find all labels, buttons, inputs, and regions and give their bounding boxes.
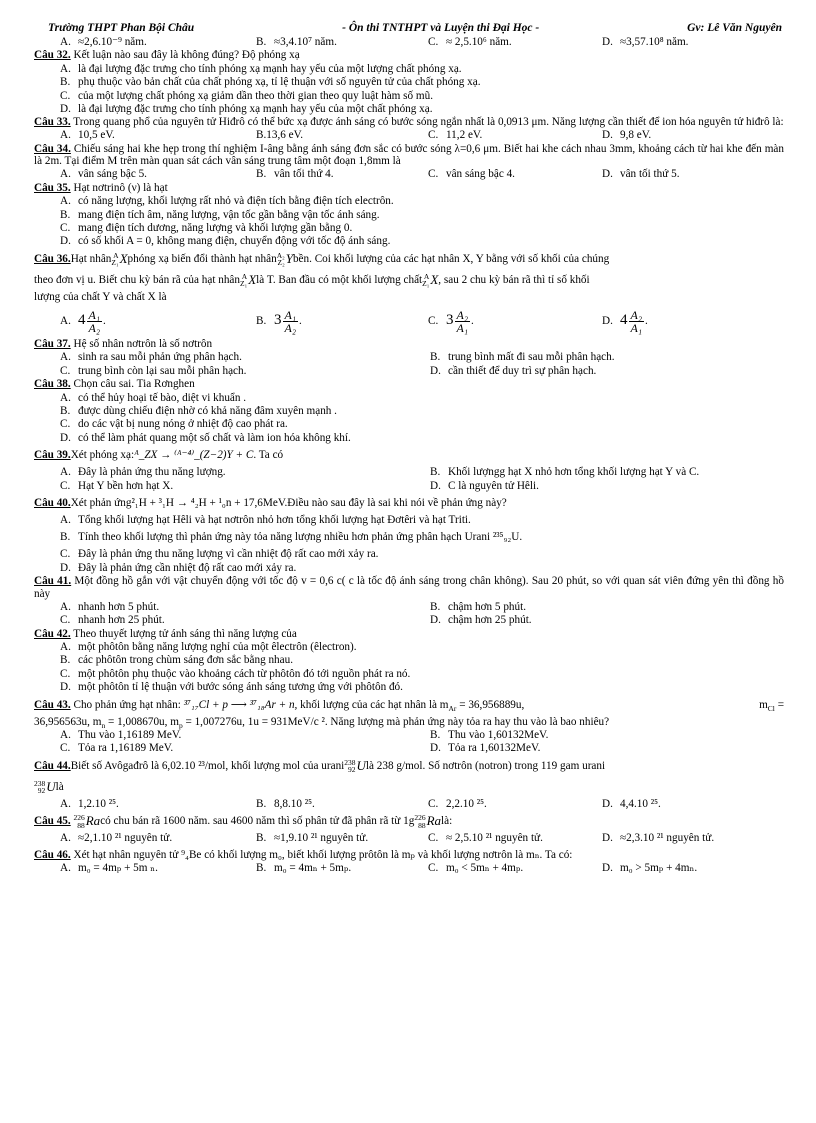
q39-option-d: D. C là nguyên tử Hêli. [430,479,539,492]
q39-equation: ᴬ_ZX → ⁽ᴬ⁻⁴⁾_(Z−2)Y + C [134,449,254,462]
q39-options-row2 [34,480,784,493]
teacher-name: Gv: Lê Văn Nguyên [687,22,782,34]
q39-option-b: B. Khối lượngg hạt X nhỏ hơn tổng khối lượng hạt Y và C. [430,466,700,479]
q44-option-d: D. 4,4.10 ²⁵. [602,797,661,810]
q33-option-b: B.13,6 eV. [256,129,304,142]
q40-option-d: D. Đây là phản ứng cần nhiệt độ rất cao mới xảy ra. [60,561,297,574]
q35-stem: Câu 35. Hạt nơtrinô (ν) là hạt [34,181,168,194]
q37-options-row2 [34,365,784,378]
q35-option-b: B. mang điện tích âm, năng lượng, vận tốc gần bằng vận tốc ánh sáng. [60,208,380,221]
q42-option-b: B. các phôtôn trong chùm sáng đơn sắc bằng nhau. [60,654,294,667]
q36-stem-line2: theo đơn vị u. Biết chu kỳ bán rã của hạt nhân A Z₁ X là T. Ban đầu có một khối lượng chất A Z₁ X , sau 2 chu kỳ bán rã thì tỉ số khối [34,271,590,289]
q40-equation: ²₁H + ³₁H → ⁴₂H + ¹₀n + 17,6MeV. [131,497,288,510]
q38-option-c: C. do các vật bị nung nóng ở nhiệt độ cao phát ra. [60,418,288,431]
q36-stem-line1: Câu 36. Hạt nhân A Z₁ X phóng xạ biến đổi thành hạt nhân A₂ Z₂ Y bền. Coi khối lượng của các hạt nhân X, Y bằng với số khối của chúng [34,250,610,268]
q43-options-row2 [34,742,784,755]
q34-option-a: A. vân sáng bậc 5. [60,168,147,181]
q44-stem-line2: 238 92 U là [34,778,64,796]
q32-stem: Câu 32. Kết luận nào sau đây là không đúng? Độ phóng xạ [34,49,300,62]
q46-option-c: C. m₀ < 5mₙ + 4mₚ. [428,862,524,874]
q34-option-b: B. vân tối thứ 4. [256,168,334,181]
q36-stem-line3: lượng của chất Y và chất X là [34,290,167,303]
q38-option-b: B. được dùng chiếu điện nhờ có khả năng đâm xuyên mạnh . [60,405,337,418]
q39-options-row1 [34,466,784,479]
exam-page [34,22,784,875]
exam-title: - Ôn thi TNTHPT và Luyện thi Đại Học - [342,22,540,34]
q40-option-c: C. Đây là phản ứng thu năng lượng vì cần nhiệt độ rất cao mới xảy ra. [60,548,379,561]
q36-option-c: C. 3 $\frac{\text{A₂}}{\text{A₁}}$ . [428,307,474,335]
q35-option-a: A. có năng lượng, khối lượng rất nhỏ và điện tích bằng điện tích electrôn. [60,195,394,208]
q39-option-c: C. Hạt Y bền hơn hạt X. [60,479,174,492]
q39-option-a: A. Đây là phản ứng thu năng lượng. [60,466,226,479]
q31-option-d: D. ≈3,57.10⁸ năm. [602,36,689,48]
q38-option-d: D. có thể làm phát quang một số chất và làm ion hóa không khí. [60,431,351,444]
nucleus-y: A₂ Z₂ Y [276,250,293,268]
q31-option-c: C. ≈ 2,5.10⁶ năm. [428,36,512,48]
q37-option-c: C. trung bình còn lại sau mỗi phân hạch. [60,364,247,377]
q41-stem: Câu 41. Một đồng hồ gắn với vật chuyển động với tốc độ v = 0,6 c( c là tốc độ ánh sáng trong chân không). Sau 20 phút, so với quan sát viên đứng yên thì đồng hồ này [34,575,784,601]
q41-option-c: C. nhanh hơn 25 phút. [60,614,165,627]
q41-options-row2 [34,614,784,627]
q42-option-c: C. một phôtôn phụ thuộc vào khoảng cách từ phôtôn đó tới nguồn phát ra nó. [60,667,411,680]
q45-option-c: C. ≈ 2,5.10 ²¹ nguyên tử. [428,832,543,845]
q37-option-a: A. sinh ra sau mỗi phản ứng phân hạch. [60,351,242,364]
q37-stem: Câu 37. Hệ số nhân nơtrôn là số nơtrôn [34,338,213,351]
q41-option-b: B. chậm hơn 5 phút. [430,600,527,613]
q43-option-b: B. Thu vào 1,60132MeV. [430,729,549,742]
q40-stem: Câu 40. Xét phản ứng ²₁H + ³₁H → ⁴₂H + ¹₀n + 17,6MeV. Điều nào sau đây là sai khi nói về phản ứng này? [34,497,507,510]
q46-option-b: B. m₀ = 4mₙ + 5mₚ. [256,862,352,874]
q32-option-a: A. là đại lượng đặc trưng cho tính phóng xạ mạnh hay yếu của một lượng chất phóng xạ. [60,62,462,75]
q46-stem: Câu 46. Xét hạt nhân nguyên tử ⁹₄Be có khối lượng m₀, biết khối lượng prôtôn là mₚ và khối lượng nơtrôn là mₙ. Ta có: [34,848,573,861]
q36-option-a: A. 4 $\frac{\text{A₁}}{\text{A₂}}$ . [60,307,106,335]
q46-option-a: A. m₀ = 4mₚ + 5m ₙ. [60,862,158,874]
nucleus-uranium: 238 92 U [344,757,366,775]
q32-option-c: C. của một lượng chất phóng xạ giảm dần theo thời gian theo quy luật hàm số mũ. [60,89,434,102]
q35-option-c: C. mang điện tích dương, năng lượng và khối lượng gần bằng 0. [60,221,353,234]
q45-stem: Câu 45. 226 88 Ra có chu bán rã 1600 năm. sau 4600 năm thì số phân tử đã phân rã từ 1g 226 88 Ra là: [34,813,453,830]
q34-stem: Câu 34. Chiếu sáng hai khe hẹp trong thí nghiệm I-âng bằng ánh sáng đơn sắc có bước sóng λ=0,6 μm. Biết hai khe cách nhau 3mm, khoảng cách từ hai khe đến màn là 2m. Tại điểm M trên màn quan sát cách vân sáng trung tâm một đoạn 1,8mm là [34,142,784,168]
q36-option-b: B. 3 $\frac{\text{A₁}}{\text{A₂}}$ . [256,307,302,335]
q42-stem: Câu 42. Theo thuyết lượng tử ánh sáng thì năng lượng của [34,627,297,640]
q34-options [34,168,784,181]
nucleus-x: A Z₁ X [111,250,128,268]
q42-option-a: A. một phôtôn bằng năng lượng nghỉ của một êlectrôn (êlectron). [60,641,357,654]
q35-option-d: D. có số khối A = 0, không mang điện, chuyển động với tốc độ ánh sáng. [60,235,391,248]
page-header [34,22,784,36]
q45-option-a: A. ≈2,1.10 ²¹ nguyên tử. [60,832,173,845]
q43-equation: ³⁷₁₇Cl + p ⟶ ³⁷₁₈Ar + n, [183,698,298,711]
nucleus-radium: 226 88 Ra [73,813,101,830]
q38-option-a: A. có thể hủy hoại tế bào, diệt vi khuẩn . [60,391,247,404]
q45-options [34,832,784,845]
q37-option-b: B. trung bình mất đi sau mỗi phân hạch. [430,351,615,364]
q40-option-b: B. Tính theo khối lượng thì phản ứng này tỏa năng lượng nhiều hơn phản ứng phân hạch Urani ²³⁵₉₂U. [60,531,523,544]
nucleus-x: A Z₁ X [240,271,257,289]
q40-option-a: A. Tổng khối lượng hạt Hêli và hạt nơtrôn nhỏ hơn tổng khối lượng hạt Đơtêri và hạt Triti. [60,514,471,526]
nucleus-uranium: 238 92 U [34,778,56,796]
q33-option-d: D. 9,8 eV. [602,129,652,142]
q31-option-a: A. ≈2,6.10⁻⁹ năm. [60,36,147,48]
q46-options [34,862,784,875]
q43-option-a: A. Thu vào 1,16189 MeV. [60,729,182,742]
q36-option-d: D. 4 $\frac{\text{A₂}}{\text{A₁}}$ . [602,307,648,335]
q43-stem-line2: 36,956563u, $m_n = 1,008670u$, $m_p = 1,007276u$, 1u = 931MeV/c ². Năng lượng mà phản ứng này tỏa ra hay thu vào là bao nhiêu? [34,715,610,730]
q45-option-d: D. ≈2,3.10 ²¹ nguyên tử. [602,832,715,845]
q38-stem: Câu 38. Chọn câu sai. Tia Rơnghen [34,378,195,391]
q34-option-c: C. vân sáng bậc 4. [428,168,515,181]
q43-option-c: C. Tỏa ra 1,16189 MeV. [60,742,174,755]
q43-option-d: D. Tỏa ra 1,60132MeV. [430,742,541,755]
school-name: Trường THPT Phan Bội Châu [48,22,195,34]
q31-option-b: B. ≈3,4.10⁷ năm. [256,36,337,48]
q33-option-a: A. 10,5 eV. [60,129,115,142]
q44-option-a: A. 1,2.10 ²⁵. [60,797,119,810]
q32-option-d: D. là đại lượng đặc trưng cho tính phóng xạ mạnh hay yếu của một chất phóng xạ. [60,102,433,115]
q32-option-b: B. phụ thuộc vào bản chất của chất phóng xạ, tỉ lệ thuận với số nguyên tử của chất phóng xạ. [60,76,481,89]
q31-options [34,36,784,49]
q43-options-row1 [34,729,784,742]
q45-option-b: B. ≈1,9.10 ²¹ nguyên tử. [256,832,369,845]
q33-stem: Câu 33. Trong quang phổ của nguyên tử Hiđrô có thể bức xạ được ánh sáng có bước sóng ngắn nhất là 0,0913 μm. Năng lượng cần thiết để ion hóa nguyên tử hiđrô là: [34,116,784,129]
q34-option-d: D. vân tối thứ 5. [602,168,680,181]
q41-option-a: A. nhanh hơn 5 phút. [60,600,160,613]
q39-stem: Câu 39. Xét phóng xạ: ᴬ_ZX → ⁽ᴬ⁻⁴⁾_(Z−2)Y + C . Ta có [34,449,284,462]
q37-option-d: D. cần thiết để duy trì sự phân hạch. [430,364,597,377]
q46-option-d: D. m₀ > 5mₚ + 4mₙ. [602,862,698,874]
q42-option-d: D. một phôtôn tỉ lệ thuận với bước sóng ánh sáng tương ứng với phôtôn đó. [60,681,403,694]
q44-stem-line1: Câu 44. Biết số Avôgađrô là 6,02.10 ²³/mol, khối lượng mol của urani 238 92 U là 238 g/mol. Số nơtrôn (notron) trong 119 gam urani [34,757,606,775]
q43-stem-line1: Câu 43. Cho phản ứng hạt nhân: ³⁷₁₇Cl + p ⟶ ³⁷₁₈Ar + n, khối lượng của các hạt nhân là $m_{Ar} = 36,956889u$, $m_{Cl}$ = [34,698,784,713]
q36-options [34,304,784,338]
nucleus-x: A Z₁ X [422,271,439,289]
q44-option-b: B. 8,8.10 ²⁵. [256,797,315,810]
q33-options [34,129,784,142]
q37-options-row1 [34,351,784,364]
q33-option-c: C. 11,2 eV. [428,129,483,142]
q41-options-row1 [34,601,784,614]
q41-option-d: D. chậm hơn 25 phút. [430,614,532,627]
q44-option-c: C. 2,2.10 ²⁵. [428,797,487,810]
beryllium-index: ⁹₄ [181,848,189,861]
nucleus-radium: 226 88 Ra [414,813,442,830]
q44-options [34,798,784,811]
